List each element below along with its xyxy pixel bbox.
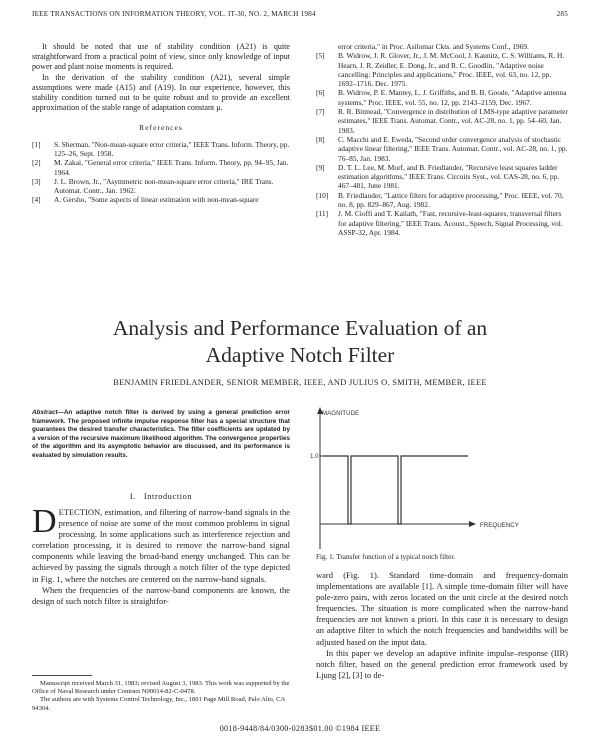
reference-number (316, 42, 338, 51)
title-line: Adaptive Notch Filter (205, 343, 395, 367)
reference-text: J. M. Cioffi and T. Kailath, "Fast, recursive-least-squares, transversal filters for adaptive filtering," IEEE Trans. Acoust., Speech, Signal Processing, vol. ASSP-32, Apr. 1984. (338, 209, 563, 237)
right-column-body (316, 570, 568, 681)
reference-item (316, 42, 568, 51)
copyright-line: 0018-9448/84/0300-0283$01.00 ©1984 IEEE (219, 724, 381, 733)
abstract-text: An adaptive notch filter is derived by using a general prediction error framework. The proposed infinite impulse response filter has a special structure that guarantees the desired transfer characteristics. The filter coefficients are updated by a version of the recursive maximum likelihood algorithm. The convergence properties of the algorithm and its asymptotic behavior are discussed, and its performance is evaluated by simulation results. (32, 409, 290, 459)
paragraph: ward (Fig. 1). Standard time-domain and frequency-domain implementations are available [1]. A simple time-domain filter will have pole-zero pairs, with zeros located on the unit circle at the desired notch frequencies. The situation is more complicated when the narrow-band frequencies are not known a priori. In this case it is necessary to design an adaptive filter in which the notch frequencies and bandwidths will be adjusted based on the input data. (316, 570, 568, 647)
top-right-column (316, 42, 568, 237)
reference-number: [10] (316, 190, 329, 200)
reference-item (316, 51, 568, 88)
paragraph: When the frequencies of the narrow-band components are known, the design of such notch filter is straightfor- (32, 584, 290, 606)
y-tick-label: 1.0 (310, 453, 319, 460)
journal-header: IEEE TRANSACTIONS ON INFORMATION THEORY, VOL. IT-30, NO. 2, MARCH 1984 (32, 10, 316, 18)
reference-number: [5] (316, 51, 325, 61)
abstract (32, 409, 290, 461)
footnote-paragraph: Manuscript received March 31, 1983; revised August 3, 1983. This work was supported by the Office of Naval Research under Contract N00014-82-C-0478. (32, 680, 290, 696)
paragraph: It should be noted that use of stability condition (A21) is quite straightforward from a practical point of view, since only knowledge of input power and plant noise moments is required. (32, 42, 290, 72)
reference-item (32, 195, 290, 204)
paragraph (32, 503, 290, 585)
section-heading (32, 492, 290, 501)
reference-number: [6] (316, 88, 325, 98)
references-heading: References (139, 123, 183, 133)
paragraph: In the derivation of the stability condition (A21), several simple assumptions were made (A15) and (A19). In our experience, however, this stability condition turned out to be quite robust and to provide an excellent approximation of the stable range of adaptation constant μ. (32, 72, 290, 113)
footnote (32, 680, 290, 713)
reference-text: D. T. L. Lee, M. Morf, and B. Friedlander, "Recursive least squares ladder estimation algorithms," IEEE Trans. Circuits Syst., vol. CAS-28, no. 6, pp. 467–481, June 1981. (338, 162, 560, 191)
paragraph: In this paper we develop an adaptive infinite impulse–response (IIR) notch filter, based on the general prediction error framework used by Ljung [2], [3] to de- (316, 647, 568, 680)
reference-item (316, 135, 568, 163)
reference-number: [3] (32, 176, 41, 186)
paragraph-text: ETECTION, estimation, and filtering of narrow-band signals in the presence of noise are some of the most common problems in signal processing. In some applications such as interference rejection and correlation processing, it is desired to remove the narrow-band signal components while leaving the broad-band energy unchanged. This can be achieved by passing the signals through a notch filter of the type depicted in Fig. 1, where the notches are centered on the narrow-band signals. (32, 507, 290, 584)
x-axis-arrow (469, 521, 476, 527)
top-left-column (32, 42, 290, 205)
section-number: I. (129, 492, 136, 501)
footnote-rule (32, 675, 92, 676)
reference-item (32, 140, 290, 159)
section-title: Introduction (143, 492, 193, 501)
running-header (32, 10, 568, 22)
reference-item (32, 158, 290, 177)
paper-title (32, 315, 568, 369)
title-line: Analysis and Performance Evaluation of an (112, 316, 488, 340)
reference-item (316, 107, 568, 135)
reference-number: [11] (316, 209, 329, 219)
reference-text: error criteria," in Proc. Asilomar Ckts. and Systems Conf., 1969. (338, 42, 529, 51)
reference-text: B. Friedlander, "Lattice filters for adaptive processing," Proc. IEEE, vol. 70, no. 8, pp. 829–867, Aug. 1982. (338, 190, 564, 210)
author-line: BENJAMIN FRIEDLANDER, SENIOR MEMBER, IEEE, AND JULIUS O. SMITH, MEMBER, IEEE (113, 378, 487, 387)
reference-text: R. R. Bitmead, "Convergence in distribution of LMS-type adaptive parameter estimates," IEEE Trans. Automat. Contr., vol. AC-28, no. 1, pp. 54–60, Jan. 1983. (338, 107, 568, 135)
notch-response-curve (324, 456, 468, 524)
reference-item (32, 177, 290, 196)
reference-number: [7] (316, 107, 325, 117)
abstract-label: Abstract— (32, 409, 64, 416)
notch-filter-plot (310, 404, 568, 554)
reference-text: B. Widrow, P. E. Mantey, L. J. Griffiths, and B. B. Goode, "Adaptive antenna systems," Proc. IEEE, vol. 55, no. 12, pp. 2143–2159, Dec. 1967. (338, 88, 567, 107)
figure-caption: Fig. 1. Transfer function of a typical notch filter. (316, 553, 456, 561)
reference-number: [4] (32, 195, 41, 205)
footnote-paragraph: The authors are with Systems Control Technology, Inc., 1801 Page Mill Road, Palo Alto, CA 94304. (32, 696, 285, 712)
drop-cap: D (32, 503, 57, 540)
reference-item (316, 163, 568, 191)
x-axis-label: FREQUENCY (480, 522, 519, 529)
introduction-body (32, 503, 290, 607)
reference-text: A. Gersho, "Some aspects of linear estimation with non-mean-square (54, 195, 259, 205)
reference-number: [9] (316, 162, 325, 172)
reference-text: M. Zakai, "General error criteria," IEEE Trans. Inform. Theory, pp. 94–95, Jan. 1964. (54, 158, 289, 177)
reference-item (316, 209, 568, 237)
reference-number: [1] (32, 139, 41, 149)
reference-text: C. Macchi and E. Eweda, "Second order convergence analysis of stochastic adaptive linear filtering," IEEE Trans. Automat. Contr., vol. AC-28, no. 1, pp. 76–85, Jan. 1983. (338, 134, 568, 163)
reference-text: J. L. Brown, Jr., "Asymmetric non-mean-square error criteria," IRE Trans. Automat. Contr., Jan. 1962. (54, 176, 274, 196)
page-number: 285 (556, 10, 568, 18)
reference-item (316, 191, 568, 210)
reference-number: [2] (32, 158, 41, 168)
reference-item (316, 88, 568, 107)
y-axis-label: MAGNITUDE (322, 410, 360, 417)
reference-number: [8] (316, 134, 325, 144)
reference-text: S. Sherman, "Non-mean-square error criteria," IEEE Trans. Inform. Theory, pp. 125–26, Sept. 1958. (54, 139, 290, 158)
figure-1 (310, 404, 568, 554)
reference-text: B. Widrow, J. R. Glover, Jr., J. M. McCool, J. Kaunitz, C. S. Williams, R. H. Hearn, J. R. Zeidler, E. Dong, Jr., and R. C. Goodlin, "Adaptive noise cancelling: Principles and applications," Proc. IEEE, vol. 63, no. 12, pp. 1692–1716, Dec. 1975. (338, 51, 565, 89)
